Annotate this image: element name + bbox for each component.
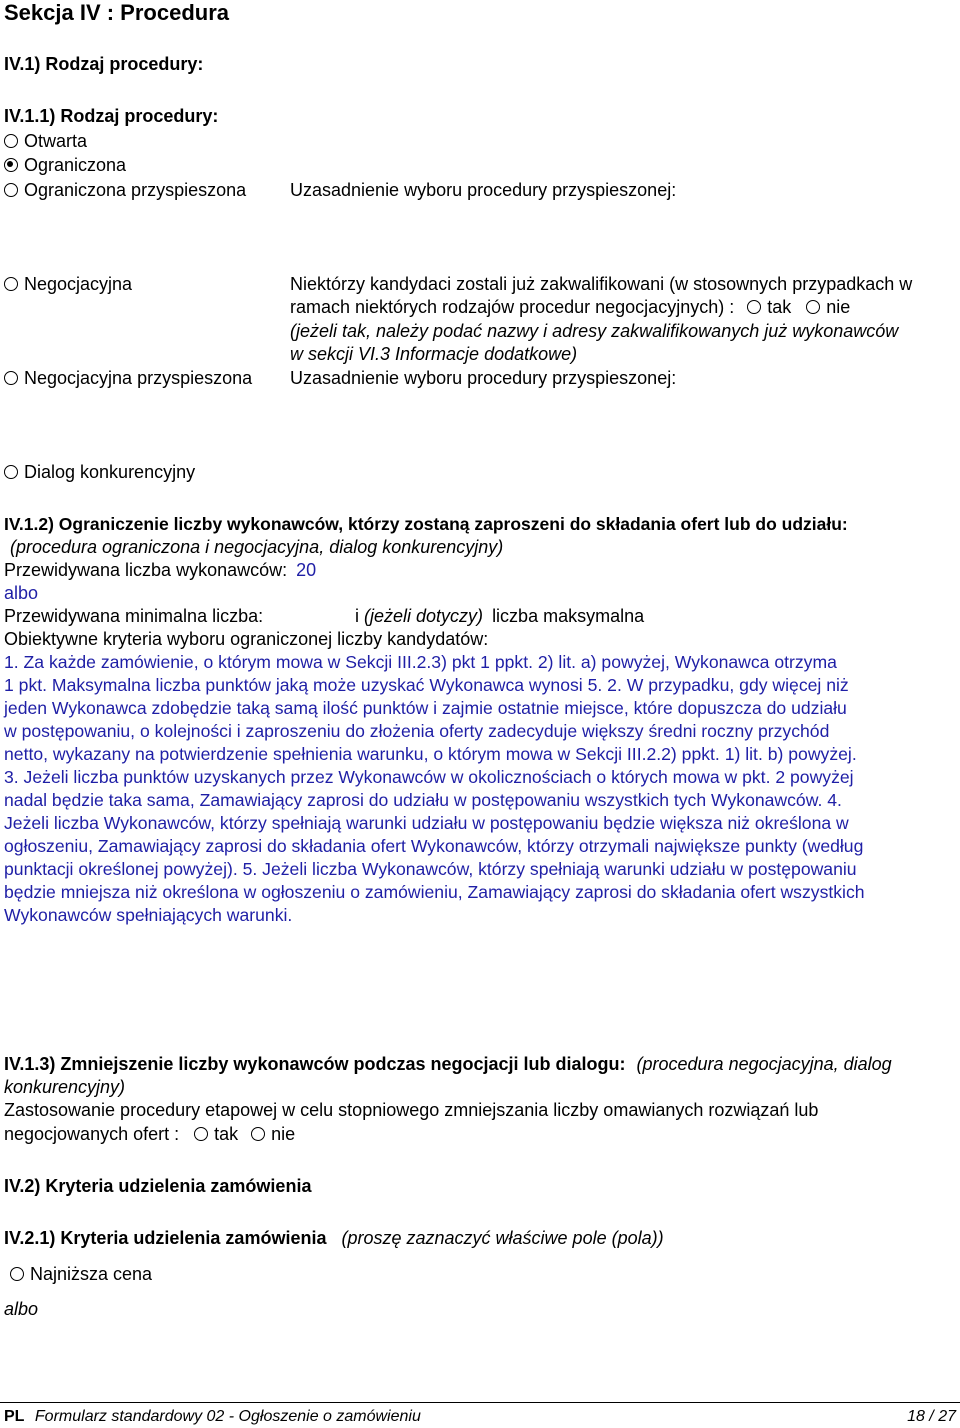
option-dialog-konkurencyjny[interactable] [4,461,195,483]
jezeli-dotyczy: (jeżeli dotyczy) [364,606,484,626]
radio-selected-icon[interactable] [4,158,18,172]
kryteria-line: ogłoszeniu, Zamawiający zaprosi do składania ofert Wykonawców, którzy otrzymali największe punkty (według [4,836,864,856]
radio-off-icon[interactable] [4,465,18,479]
footer-left [4,1406,421,1428]
option-negocjacyjna-przyspieszona[interactable] [4,367,252,389]
kryteria-line: Jeżeli liczba Wykonawców, którzy spełniają warunki udziału w postępowaniu będzie większa niż określona w [4,813,849,833]
option-najnizsza-cena[interactable] [10,1263,152,1285]
radio-tak-icon[interactable] [194,1127,208,1141]
iv13-italic-2: konkurencyjny) [4,1077,126,1097]
i-label: i [355,606,359,626]
kryteria-line: nadal będzie taka sama, Zamawiający zaprosi do udziału w postępowaniu wszystkich tych Wykonawców. 4. [4,790,842,810]
radio-off-icon[interactable] [4,183,18,197]
option-label: Otwarta [24,131,88,151]
negocjacyjna-note-line1: Niektórzy kandydaci zostali już zakwalifikowani (w stosownych przypadkach w [290,274,913,294]
negocjacyjna-italic-line1: (jeżeli tak, należy podać nazwy i adresy zakwalifikowanych już wykonawców [290,321,899,341]
option-ograniczona-przyspieszona[interactable] [4,179,246,201]
radio-nie-icon[interactable] [251,1127,265,1141]
kryteria-line: będzie mniejsza niż określona w ogłoszeniu o zamówieniu, Zamawiający zaprosi do składania ofert wszystkich [4,882,865,902]
przewidywana-label: Przewidywana liczba wykonawców: [4,560,288,580]
option-negocjacyjna[interactable] [4,273,132,295]
option-label: Ograniczona przyspieszona [24,180,247,200]
iv13-heading: IV.1.3) Zmniejszenie liczby wykonawców podczas negocjacji lub dialogu: [4,1054,626,1074]
iv2-albo: albo [4,1299,39,1319]
iv11-heading: IV.1.1) Rodzaj procedury: [4,106,219,126]
option-label: Ograniczona [24,155,127,175]
radio-off-icon[interactable] [4,134,18,148]
option-label: Negocjacyjna [24,274,133,294]
kryteria-text [4,651,865,927]
footer-page: 18 / 27 [907,1408,956,1425]
option-label: Najniższa cena [30,1264,153,1284]
iv13-line2-text: negocjowanych ofert : [4,1124,180,1144]
przewidywana-row [4,559,316,581]
iv21-italic: (proszę zaznaczyć właściwe pole (pola)) [341,1228,664,1248]
iv13-italic-1: (procedura negocjacyjna, dialog [636,1054,892,1074]
iv12-heading: IV.1.2) Ograniczenie liczby wykonawców, którzy zostaną zaproszeni do składania ofert lub do udziału: [4,514,848,534]
max-label: liczba maksymalna [492,606,645,626]
przewidywana-value: 20 [296,560,317,580]
nie-label: nie [271,1124,296,1144]
footer-divider [0,1402,960,1403]
section-title: Sekcja IV : Procedura [4,0,229,25]
footer-lang: PL [4,1408,25,1425]
kryteria-line: jeden Wykonawca zdobędzie taką samą ilość punktów i zajmie ostatnie miejsce, które dopuszcza do udziału [4,698,847,718]
nie-label: nie [826,297,851,317]
iv2-heading: IV.2) Kryteria udzielenia zamówienia [4,1176,312,1196]
radio-off-icon[interactable] [4,371,18,385]
negocjacyjna-note-text: ramach niektórych rodzajów procedur negocjacyjnych) : [290,297,735,317]
iv21-heading-row [4,1227,664,1249]
option-label: Dialog konkurencyjny [24,462,196,482]
uzasadnienie-label-2: Uzasadnienie wyboru procedury przyspieszonej: [290,368,677,388]
iv21-heading: IV.2.1) Kryteria udzielenia zamówienia [4,1228,327,1248]
min-label: Przewidywana minimalna liczba: [4,606,264,626]
iv1-heading: IV.1) Rodzaj procedury: [4,54,204,74]
kryteria-line: 1. Za każde zamówienie, o którym mowa w Sekcji III.2.3) pkt 1 ppkt. 2) lit. a) powyżej, Wykonawca otrzyma [4,652,837,672]
kryteria-line: Wykonawców spełniających warunki. [4,905,293,925]
radio-nie-icon[interactable] [806,300,820,314]
option-ograniczona[interactable] [4,154,126,176]
kryteria-line: w postępowaniu, o kolejności i zaproszeniu do złożenia oferty zadecyduje większy średni roczny przychód [4,721,830,741]
tak-label: tak [767,297,792,317]
radio-off-icon[interactable] [4,277,18,291]
option-label: Negocjacyjna przyspieszona [24,368,253,388]
tak-label: tak [214,1124,239,1144]
kryteria-line: 3. Jeżeli liczba punktów uzyskanych przez Wykonawców w okolicznościach o których mowa w pkt. 2 powyżej [4,767,854,787]
iv13-heading-row [4,1053,892,1075]
kryteria-line: netto, wykazany na potwierdzenie spełnienia warunku, o którym mowa w Sekcji III.2.2) ppkt. 1) lit. b) powyżej. [4,744,857,764]
iv12-subheading: (procedura ograniczona i negocjacyjna, dialog konkurencyjny) [10,537,504,557]
kryteria-line: 1 pkt. Maksymalna liczba punktów jaką może uzyskać Wykonawca wynosi 5. 2. W przypadku, gdy więcej niż [4,675,849,695]
radio-tak-icon[interactable] [747,300,761,314]
option-otwarta[interactable] [4,130,87,152]
iv13-line1: Zastosowanie procedury etapowej w celu stopniowego zmniejszania liczby omawianych rozwiązań lub [4,1100,819,1120]
kryteria-line: punktacji określonej powyżej). 5. Jeżeli liczba Wykonawców, którzy spełniają warunki udziału w postępowaniu [4,859,857,879]
uzasadnienie-label-1: Uzasadnienie wyboru procedury przyspieszonej: [290,180,677,200]
kryteria-label: Obiektywne kryteria wyboru ograniczonej liczby kandydatów: [4,629,489,649]
footer-form: Formularz standardowy 02 - Ogłoszenie o zamówieniu [34,1408,421,1425]
negocjacyjna-note-line2 [290,296,850,318]
iv13-line2 [4,1123,295,1145]
albo-label: albo [4,583,39,603]
negocjacyjna-italic-line2: w sekcji VI.3 Informacje dodatkowe) [290,344,578,364]
max-row [355,605,644,627]
radio-off-icon[interactable] [10,1267,24,1281]
